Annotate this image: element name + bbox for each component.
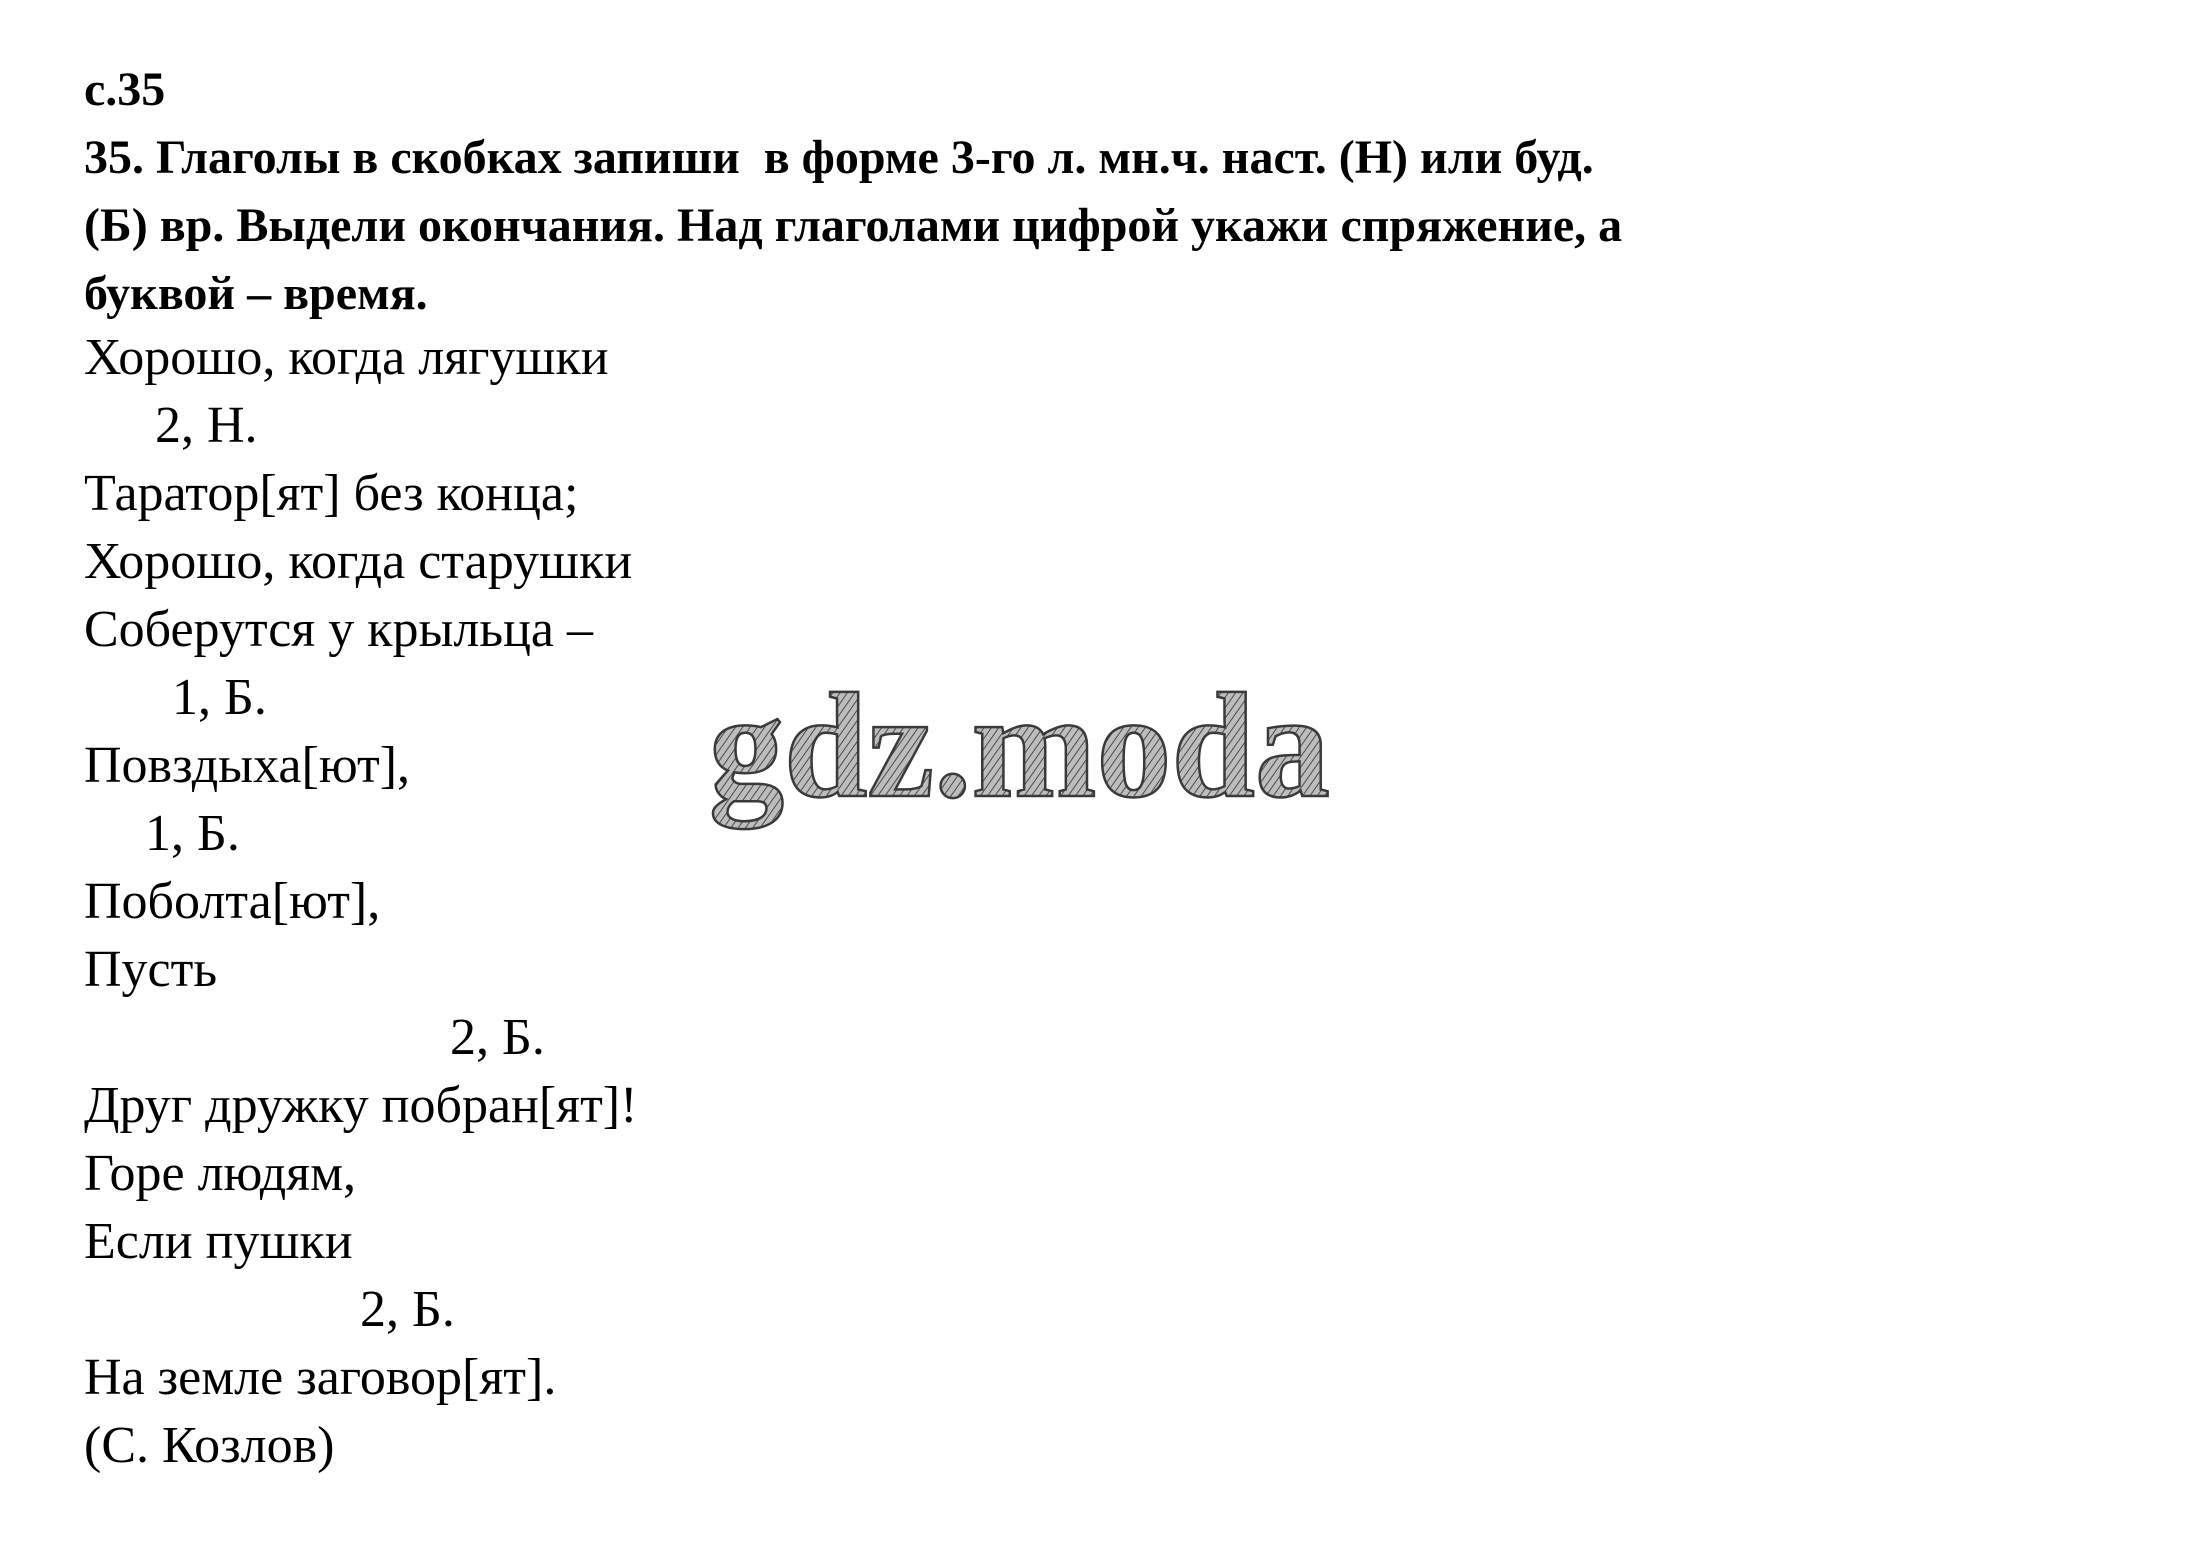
poem-line: Таратор[ят] без конца; bbox=[84, 465, 579, 522]
poem-line: Если пушки bbox=[84, 1213, 353, 1270]
poem-line: Поболта[ют], bbox=[84, 873, 381, 930]
verb-annotation: 2, Б. bbox=[360, 1281, 455, 1338]
watermark-text: gdz.moda bbox=[709, 668, 1330, 829]
verb-annotation: 2, Н. bbox=[155, 397, 258, 454]
task-line: (Б) вр. Выдели окончания. Над глаголами цифрой укажи спряжение, а bbox=[84, 199, 1623, 252]
poem-line: Пусть bbox=[84, 941, 218, 998]
poem-line: Повздыха[ют], bbox=[84, 737, 411, 794]
task-line: 35. Глаголы в скобках запиши в форме 3-го л. мн.ч. наст. (Н) или буд. bbox=[84, 131, 1594, 184]
poem-line: Хорошо, когда лягушки bbox=[84, 329, 609, 386]
poem-line: Хорошо, когда старушки bbox=[84, 533, 633, 590]
poem-line: Соберутся у крыльца – bbox=[84, 601, 593, 658]
task-instruction bbox=[84, 124, 2164, 328]
poem-line: Друг дружку побран[ят]! bbox=[84, 1077, 638, 1134]
verb-annotation: 1, Б. bbox=[172, 669, 267, 726]
poem-author: (С. Козлов) bbox=[84, 1417, 335, 1474]
task-line: буквой – время. bbox=[84, 267, 428, 320]
verb-annotation: 1, Б. bbox=[145, 805, 240, 862]
watermark-logo bbox=[703, 668, 1343, 848]
verb-annotation: 2, Б. bbox=[450, 1009, 545, 1066]
poem-line: Горе людям, bbox=[84, 1145, 357, 1202]
poem-line: На земле заговор[ят]. bbox=[84, 1349, 557, 1406]
page-number: с.35 bbox=[84, 63, 166, 116]
